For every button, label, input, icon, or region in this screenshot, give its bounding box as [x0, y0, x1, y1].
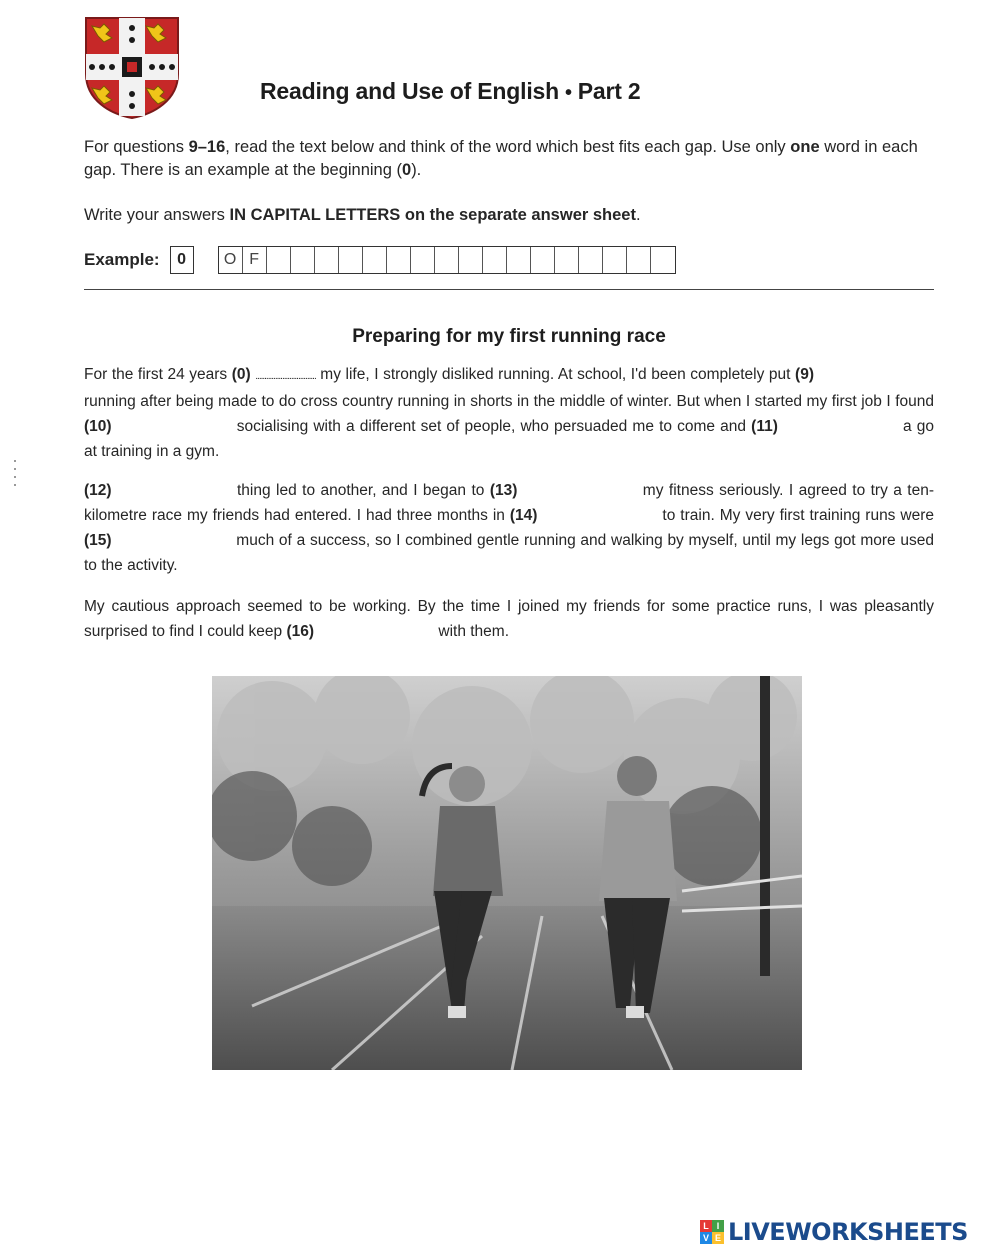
- title-main: Reading and Use of English: [260, 78, 559, 104]
- answer-cell: F: [243, 247, 267, 273]
- para-text: with them.: [434, 623, 510, 640]
- answer-cell: [507, 247, 531, 273]
- para-text: thing led to another, and I began to: [231, 482, 490, 499]
- answer-cell: [363, 247, 387, 273]
- logo-letter: E: [712, 1232, 724, 1244]
- answer-cell: [579, 247, 603, 273]
- article-paragraph-2: [84, 478, 934, 578]
- instr-text: word in each gap. There is an example at the beginning (: [84, 138, 918, 179]
- liveworksheets-brand[interactable]: [700, 1218, 968, 1246]
- answer-instructions: [84, 204, 934, 227]
- title-separator: •: [564, 82, 572, 104]
- instr-text: For questions: [84, 138, 189, 156]
- gap-number-0: (0): [231, 366, 251, 383]
- answer-cell: [291, 247, 315, 273]
- answer-cell: [483, 247, 507, 273]
- para-text: my life, I strongly disliked running. At school, I'd been completely put: [315, 366, 796, 383]
- answer-cell: [339, 247, 363, 273]
- university-crest-icon: [84, 16, 180, 120]
- answer-cell: [531, 247, 555, 273]
- para-text: socialising with a different set of people, who persuaded me to come and: [231, 418, 752, 435]
- article-title: Preparing for my first running race: [352, 326, 666, 347]
- para-text: My cautious approach seemed to be working. By the time I joined my friends for some practice runs, I was pleasantly surprised to find I could keep: [84, 598, 934, 640]
- logo-letter: L: [700, 1220, 712, 1232]
- gap-number-14: (14): [509, 507, 538, 524]
- answer-cell: [459, 247, 483, 273]
- answer-cell: [267, 247, 291, 273]
- answer-cell: [315, 247, 339, 273]
- example-number-box: 0: [170, 246, 194, 274]
- instr-bold-range: 9–16: [188, 138, 226, 156]
- gap-number-13: (13): [489, 482, 518, 499]
- answer-cell: [603, 247, 627, 273]
- example-dotted-gap: ..................................: [255, 371, 316, 382]
- instr-text: .: [635, 206, 641, 224]
- article-paragraph-3: [84, 594, 934, 644]
- para-text: For the first 24 years: [84, 366, 232, 383]
- para-text: a go at training in a gym.: [84, 418, 934, 460]
- gap-number-11: (11): [751, 418, 778, 435]
- instr-text: Write your answers: [84, 206, 230, 224]
- instr-text: , read the text below and think of the word which best fits each gap. Use only: [225, 138, 791, 156]
- para-text: running after being made to do cross country running in shorts in the middle of winter. But when I started my first job I found: [84, 393, 934, 410]
- brand-name: LIVEWORKSHEETS: [728, 1218, 968, 1246]
- instr-bold-capitals: IN CAPITAL LETTERS on the separate answer sheet: [229, 206, 636, 224]
- answer-cell: O: [219, 247, 243, 273]
- example-answer-grid: [218, 246, 676, 274]
- example-label: Example:: [84, 250, 160, 269]
- instructions-paragraph: [84, 136, 934, 182]
- instr-text: ).: [411, 161, 422, 179]
- article-paragraph-1: [84, 362, 934, 464]
- gap-number-9: (9): [795, 366, 814, 383]
- gap-number-12: (12): [84, 482, 112, 499]
- answer-cell: [555, 247, 579, 273]
- answer-cell: [627, 247, 651, 273]
- answer-cell: [411, 247, 435, 273]
- title-part: Part 2: [577, 78, 641, 104]
- page-title: [260, 78, 641, 105]
- para-text: to train. My very first training runs were: [657, 507, 934, 524]
- instr-bold-zero: 0: [402, 161, 412, 179]
- answer-cell: [651, 247, 675, 273]
- gap-number-15: (15): [84, 532, 112, 549]
- divider-line: [84, 289, 934, 290]
- example-row: [84, 245, 676, 275]
- logo-letter: V: [700, 1232, 712, 1244]
- answer-cell: [387, 247, 411, 273]
- logo-letter: I: [712, 1220, 724, 1232]
- para-text: much of a success, so I combined gentle running and walking by myself, until my legs got more used to the activity.: [84, 532, 934, 574]
- gap-number-10: (10): [84, 418, 112, 435]
- para-text: my fitness seriously. I agreed to try a ten-kilometre race my friends had entered. I had three months in: [84, 482, 934, 524]
- liveworksheets-logo-icon: [700, 1220, 724, 1244]
- binding-marks: [14, 460, 17, 500]
- gap-number-16: (16): [286, 623, 315, 640]
- runners-photo: [212, 676, 802, 1070]
- answer-cell: [435, 247, 459, 273]
- instr-bold-one: one: [790, 138, 820, 156]
